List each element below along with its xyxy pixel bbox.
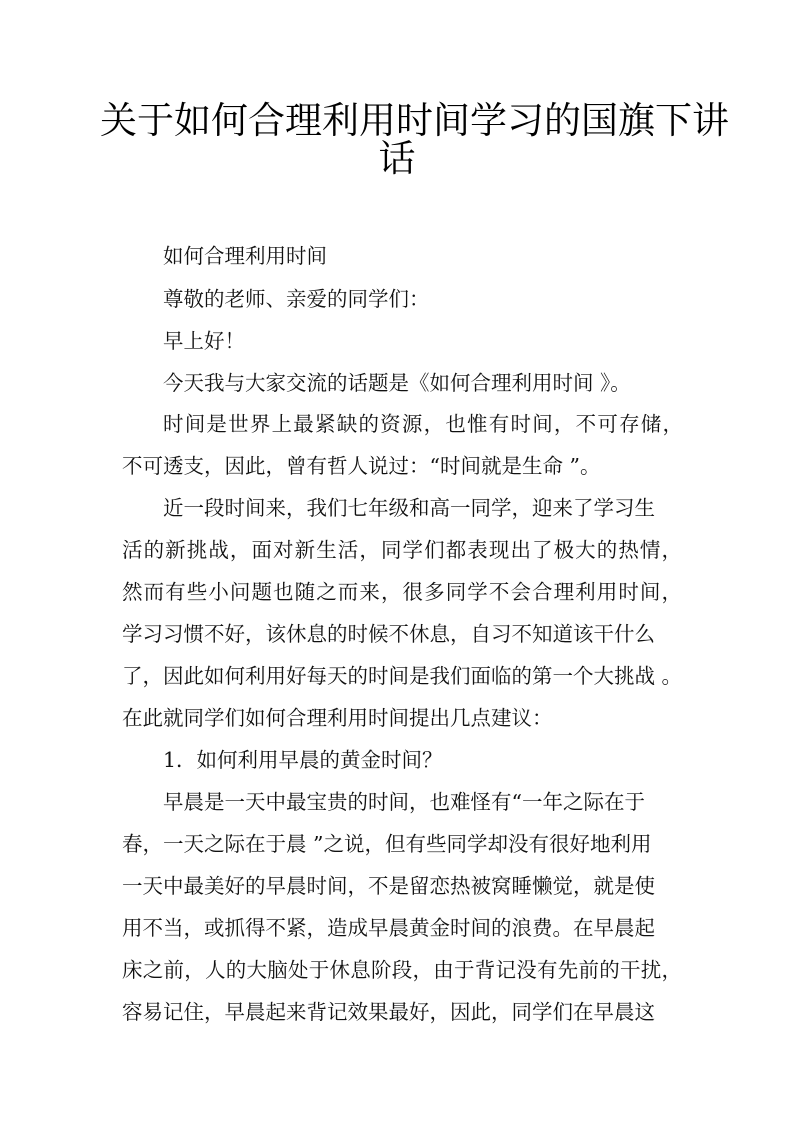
body-line-19: 容易记住，早晨起来背记效果最好，因此，同学们在早晨这: [122, 1000, 655, 1024]
body-line-7: 近一段时间来，我们七年级和高一同学，迎来了学习生: [163, 496, 655, 520]
body-line-6: 不可透支，因此，曾有哲人说过：“时间就是生命 ”。: [122, 454, 601, 478]
body-line-13: 1．如何利用早晨的黄金时间？: [163, 748, 443, 772]
body-line-16: 一天中最美好的早晨时间，不是留恋热被窝睡懒觉，就是使: [122, 874, 655, 898]
body-line-9: 然而有些小问题也随之而来，很多同学不会合理利用时间，: [122, 580, 682, 604]
body-line-10: 学习习惯不好，该休息的时候不休息，自习不知道该干什么: [122, 622, 655, 646]
body-line-11: 了，因此如何利用好每天的时间是我们面临的第一个大挑战 。: [122, 664, 683, 688]
body-line-2: 尊敬的老师、亲爱的同学们：: [163, 287, 430, 311]
body-line-12: 在此就同学们如何合理利用时间提出几点建议：: [122, 706, 553, 730]
document-title-line-2: 话: [378, 137, 416, 180]
document-title-line-1: 关于如何合理利用时间学习的国旗下讲: [100, 99, 729, 142]
body-line-4: 今天我与大家交流的话题是《如何合理利用时间 》。: [163, 371, 631, 395]
body-line-18: 床之前，人的大脑处于休息阶段，由于背记没有先前的干扰，: [122, 958, 682, 982]
body-line-3: 早上好！: [163, 329, 245, 353]
body-line-14: 早晨是一天中最宝贵的时间，也难怪有“一年之际在于: [163, 790, 645, 814]
body-line-8: 活的新挑战，面对新生活，同学们都表现出了极大的热情，: [122, 538, 682, 562]
body-line-17: 用不当，或抓得不紧，造成早晨黄金时间的浪费。在早晨起: [122, 916, 655, 940]
body-line-1: 如何合理利用时间: [163, 244, 327, 268]
body-line-5: 时间是世界上最紧缺的资源，也惟有时间，不可存储，: [163, 412, 683, 436]
body-line-15: 春，一天之际在于晨 ”之说，但有些同学却没有很好地利用: [122, 832, 652, 856]
